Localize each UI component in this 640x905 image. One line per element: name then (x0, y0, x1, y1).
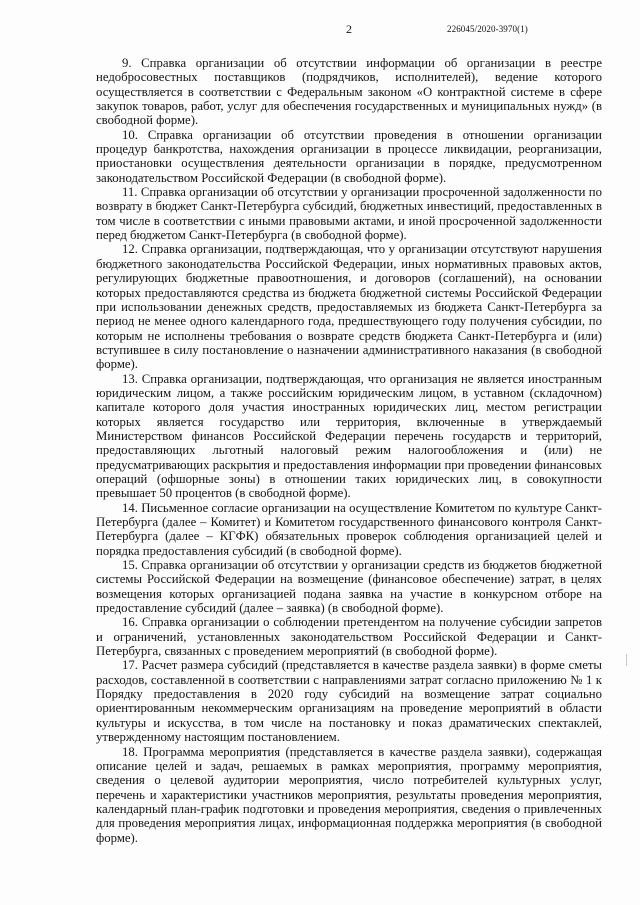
paragraph-18: 18. Программа мероприятия (представляется в качестве раздела заявки), содержащая описание целей и задач, решаемых в рамках мероприятия, программу мероприятия, сведения о целевой аудитории мероприятия, число потребителей культурных услуг, перечень и характеристики участников мероприятия, результаты проведения мероприятия, календарный план-график подготовки и проведения мероприятия, сведения о привлеченных для проведения мероприятия лицах, информационная поддержка мероприятия (в свободной форме). (96, 744, 602, 845)
document-id: 226045/2020-3970(1) (447, 24, 528, 34)
paragraph-10: 10. Справка организации об отсутствии проведения в отношении организации процедур банкротства, нахождения организации в процессе ликвидации, реорганизации, приостановки осуществления деятельности организации в порядке, предусмотренном законодательством Российской Федерации (в свободной форме). (96, 127, 602, 185)
scan-mark (626, 654, 627, 666)
paragraph-15: 15. Справка организации об отсутствии у организации средств из бюджетов бюджетной системы Российской Федерации на возмещение (финансовое обеспечение) затрат, в целях возмещения которых организацией подана заявка на участие в конкурсном отборе на предоставление субсидий (далее – заявка) (в свободной форме). (96, 558, 602, 616)
paragraph-13: 13. Справка организации, подтверждающая, что организация не является иностранным юридическим лицом, а также российским юридическим лицом, в уставном (складочном) капитале которого доля участия иностранных юридических лиц, местом регистрации которых является государство или территория, включенные в утверждаемый Министерством финансов Российской Федерации перечень государств и территорий, предоставляющих льготный налоговый режим налогообложения и (или) не предусматривающих раскрытия и предоставления информации при проведении финансовых операций (офшорные зоны) в отношении таких юридических лиц, в совокупности превышает 50 процентов (в свободной форме). (96, 371, 602, 501)
document-body (96, 56, 602, 845)
paragraph-12: 12. Справка организации, подтверждающая, что у организации отсутствуют нарушения бюджетного законодательства Российской Федерации, иных нормативных правовых актов, регулирующих бюджетные правоотношения, и договоров (соглашений), на основании которых предоставляются средства из бюджета бюджетной системы Российской Федерации при использовании денежных средств, предоставляемых из бюджета Санкт-Петербурга за период не менее одного календарного года, предшествующего году получения субсидии, по которым не исполнены требования о возврате средств бюджета Санкт-Петербурга и (или) вступившее в силу постановление о назначении административного наказания (в свободной форме). (96, 242, 602, 372)
paragraph-11: 11. Справка организации об отсутствии у организации просроченной задолженности по возврату в бюджет Санкт-Петербурга субсидий, бюджетных инвестиций, предоставленных в том числе в соответствии с иными правовыми актами, и иной просроченной задолженности перед бюджетом Санкт-Петербурга (в свободной форме). (96, 185, 602, 243)
paragraph-16: 16. Справка организации о соблюдении претендентом на получение субсидии запретов и ограничений, установленных законодательством Российской Федерации и Санкт-Петербурга, связанных с проведением мероприятий (в свободной форме). (96, 615, 602, 659)
paragraph-17: 17. Расчет размера субсидий (представляется в качестве раздела заявки) в форме сметы расходов, составленной в соответствии с направлениями затрат согласно приложению № 1 к Порядку предоставления в 2020 году субсидий на возмещение затрат социально ориентированным некоммерческим организациям на проведение мероприятий в области культуры и искусства, в том числе на постановку и показ драматических спектаклей, утвержденному настоящим постановлением. (96, 658, 602, 745)
paragraph-9: 9. Справка организации об отсутствии информации об организации в реестре недобросовестных поставщиков (подрядчиков, исполнителей), ведение которого осуществляется в соответствии с Федеральным законом «О контрактной системе в сфере закупок товаров, работ, услуг для обеспечения государственных и муниципальных нужд» (в свободной форме). (96, 56, 602, 128)
paragraph-14: 14. Письменное согласие организации на осуществление Комитетом по культуре Санкт-Петербурга (далее – Комитет) и Комитетом государственного финансового контроля Санкт-Петербурга (далее – КГФК) обязательных проверок соблюдения организацией целей и порядка предоставления субсидий (в свободной форме). (96, 500, 602, 558)
page-number: 2 (346, 22, 352, 36)
